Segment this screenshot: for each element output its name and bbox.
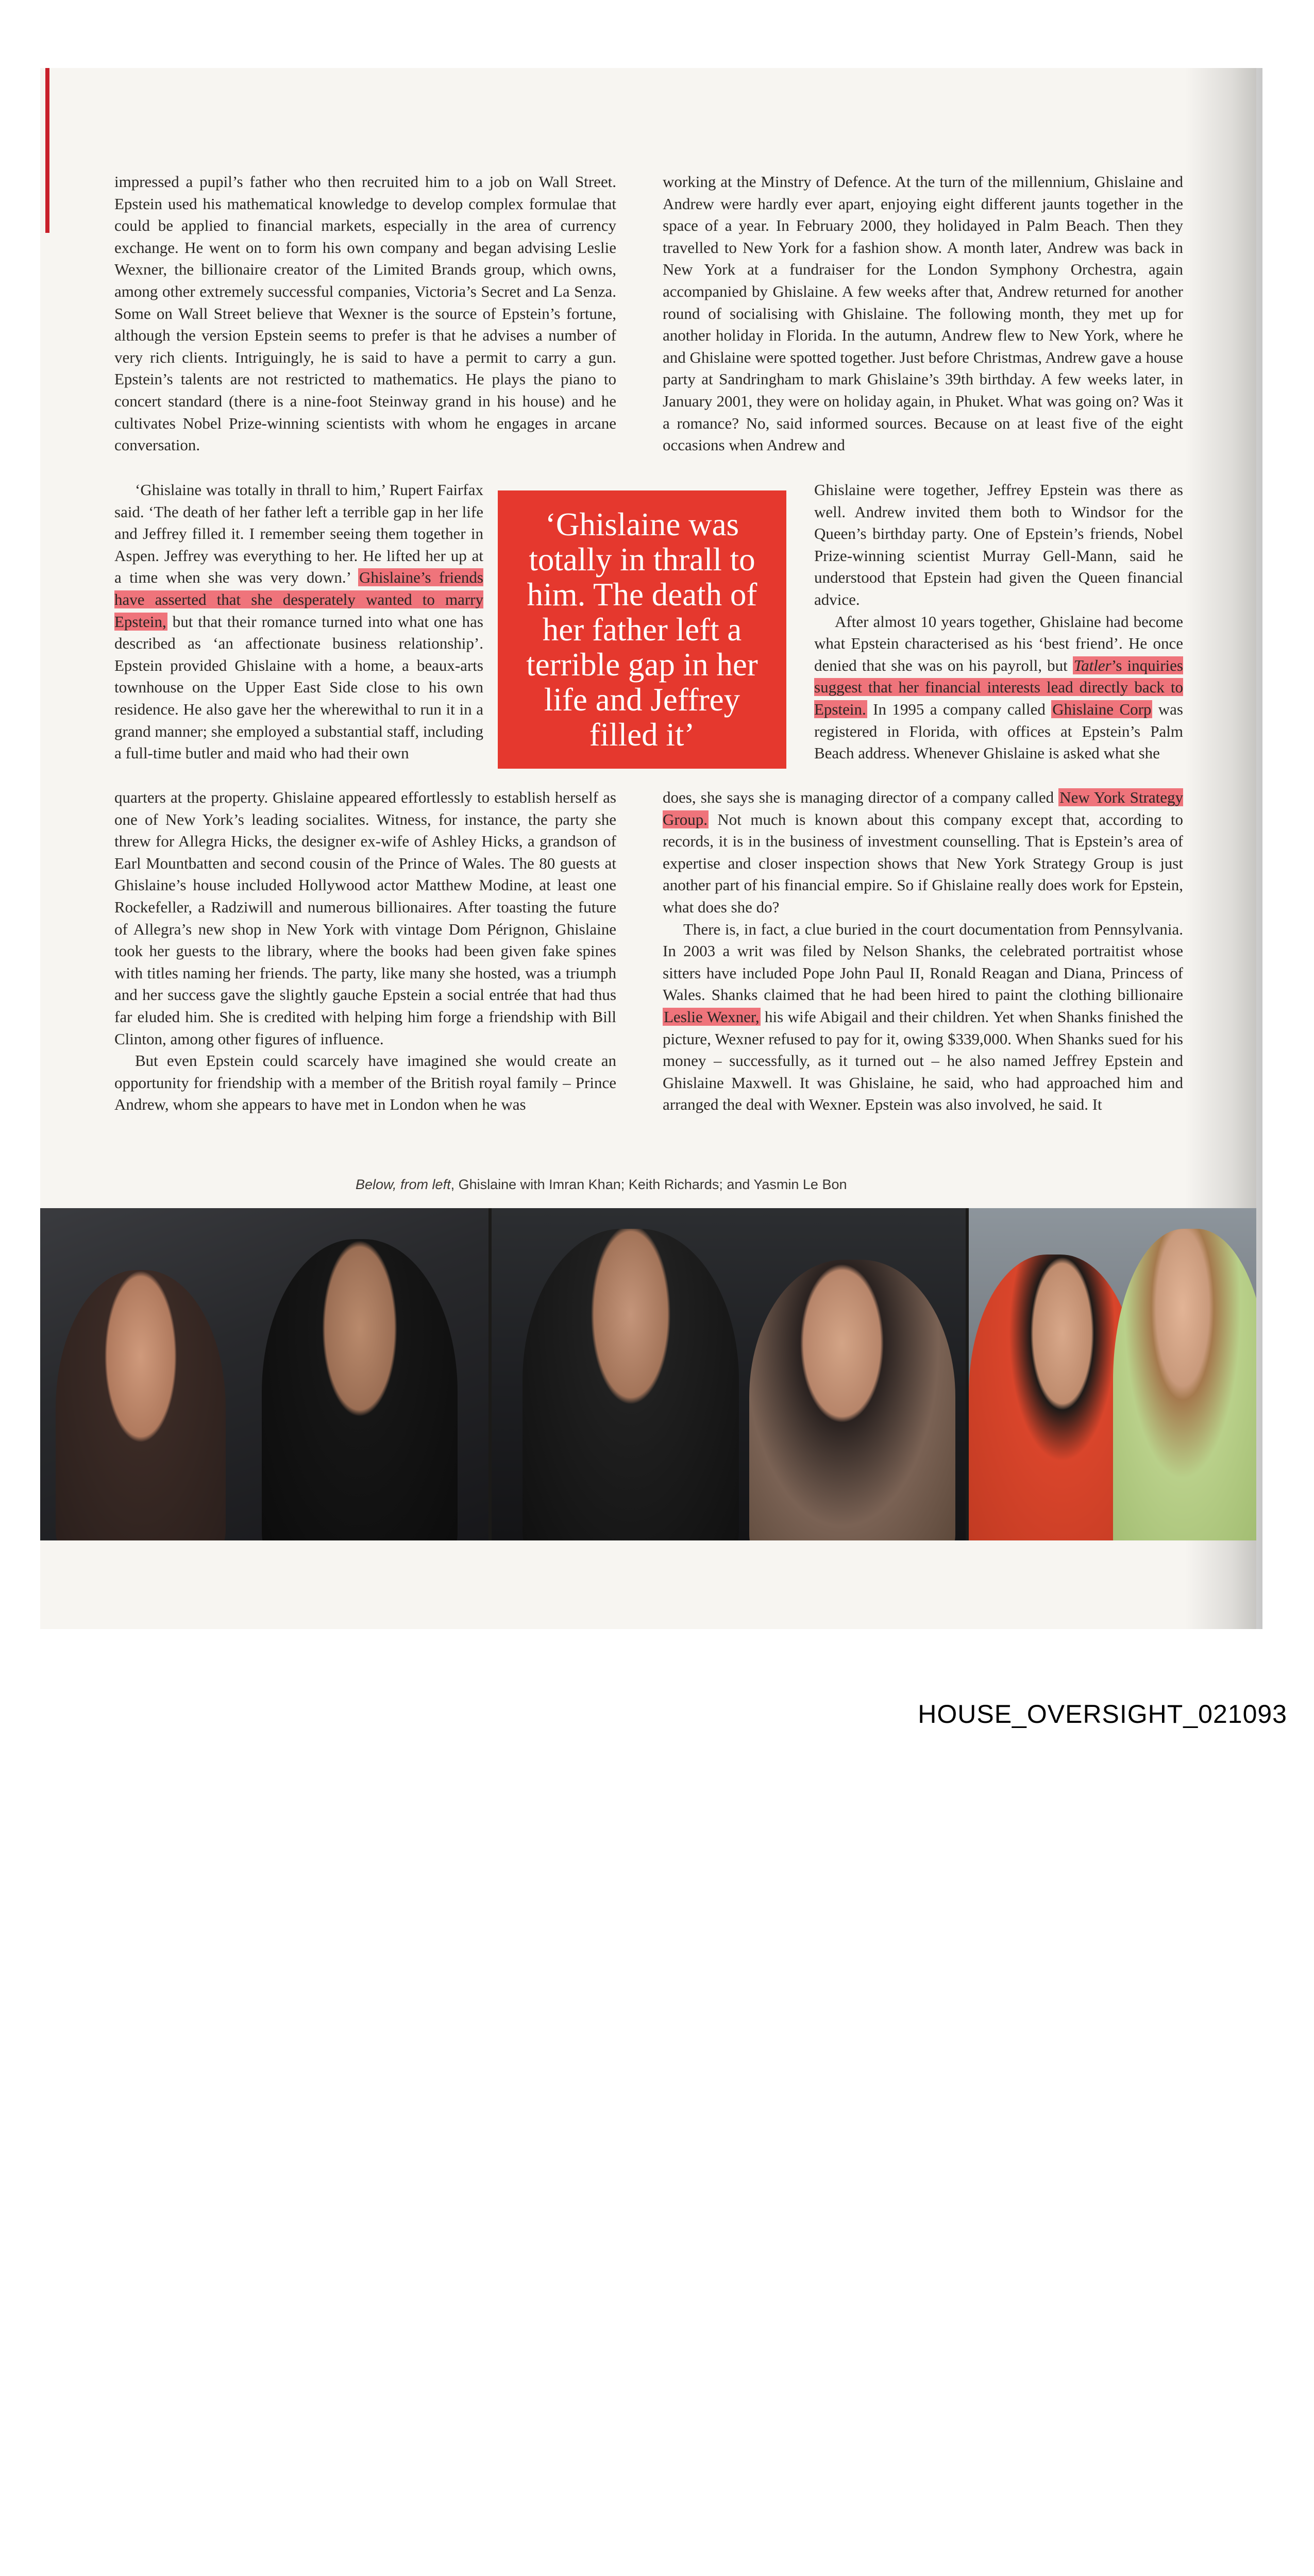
photo-caption: Below, from left, Ghislaine with Imran Khan; Keith Richards; and Yasmin Le Bon (356, 1177, 847, 1192)
column-1-narrow (114, 479, 483, 765)
column-2-narrow (814, 479, 1183, 765)
photo-yasmin-le-bon (969, 1208, 1256, 1540)
red-page-edge (45, 68, 49, 233)
paragraph: ‘Ghislaine was totally in thrall to him,’ Rupert Fairfax said. ‘The death of her father left a terrible gap in her life and Jeffrey filled it. I remember seeing them together in Aspen. Jeffrey was everything to her. He lifted her up at a time when she was very down.’ Ghislaine’s friends have asserted that she desperately wanted to marry Epstein, but that their romance turned into what one has described as ‘an affectionate business relationship’. Epstein provided Ghislaine with a home, a beaux-arts townhouse on the Upper East Side close to his own residence. He also gave her the wherewithal to run it in a grand manner; she employed a substantial staff, including a full-time butler and maid who had their own (114, 481, 483, 762)
highlight: Ghislaine’s friends have asserted that she desperately wanted to marry Epstein, (114, 568, 483, 631)
figure-man (523, 1229, 739, 1540)
document-id: HOUSE_OVERSIGHT_021093 (918, 1700, 1287, 1728)
highlight: Ghislaine Corp (1052, 700, 1152, 718)
highlight: Leslie Wexner, (664, 1007, 760, 1026)
highlight: New York Strategy Group. (663, 788, 1183, 828)
column-2-bottom (663, 787, 1183, 1116)
figure-woman (56, 1270, 226, 1540)
figure-man (262, 1239, 458, 1540)
column-1-top (114, 171, 616, 456)
paragraph: quarters at the property. Ghislaine appeared effortlessly to establish herself as one of New York’s leading socialites. Witness, for instance, the party she threw for Allegra Hicks, the designer ex-wife of Ashley Hicks, a grandson of Earl Mountbatten and second cousin of the Prince of Wales. The 80 guests at Ghislaine’s house included Hollywood actor Matthew Modine, at least one Rockefeller, a Radziwill and numerous billionaires. After toasting the future of Allegra’s new shop in New York with vintage Dom Pérignon, Ghislaine took her guests to the library, where the books had been given fake spines with titles naming her friends. The party, like many she hosted, was a triumph and her success gave the slightly gauche Epstein a social entrée that had thus far eluded him. She is credited with helping him forge a friendship with Bill Clinton, among other figures of influence. (114, 788, 616, 1048)
paragraph: does, she says she is managing director of a company called New York Strategy Group. Not much is known about this company except that, according to records, it is in the business of investment counselling. That is Epstein’s area of expertise and closer inspection shows that New York Strategy Group is just another part of his financial empire. So if Ghislaine really does work for Epstein, what does she do? (663, 788, 1183, 916)
photo-keith-richards (492, 1208, 966, 1540)
column-1-bottom (114, 787, 616, 1116)
paragraph: But even Epstein could scarcely have imagined she would create an opportunity for friendship with a member of the British royal family – Prince Andrew, whom she appears to have met in London when he was (114, 1052, 616, 1114)
figure-woman (749, 1260, 955, 1540)
column-2-top (663, 171, 1183, 456)
photo-strip (40, 1208, 1256, 1540)
paragraph: After almost 10 years together, Ghislaine had become what Epstein characterised as his ‘best friend’. He once denied that she was on his payroll, but Tatler’s inquiries suggest that her financial interests lead directly back to Epstein. In 1995 a company called Ghislaine Corp was registered in Florida, with offices at Epstein’s Palm Beach address. Whenever Ghislaine is asked what she (814, 612, 1183, 762)
pull-quote-text: ‘Ghislaine was totally in thrall to him. The death of her father left a terrible gap in her life and Jeffrey filled it’ (526, 506, 758, 753)
highlight: Tatler’s inquiries suggest that her financial interests lead directly back to Epstein. (814, 656, 1183, 718)
paragraph: impressed a pupil’s father who then recruited him to a job on Wall Street. Epstein used his mathematical knowledge to develop complex formulae that could be applied to financial markets, especially in the area of currency exchange. He went on to form his own company and began advising Leslie Wexner, the billionaire creator of the Limited Brands group, which owns, among other extremely successful companies, Victoria’s Secret and La Senza. Some on Wall Street believe that Wexner is the source of Epstein’s fortune, although the version Epstein seems to prefer is that he advises a number of very rich clients. Intriguingly, he is said to have a permit to carry a gun. Epstein’s talents are not restricted to mathematics. He plays the piano to concert standard (there is a nine-foot Steinway grand in his house) and he cultivates Nobel Prize-winning scientists with whom he engages in arcane conversation. (114, 173, 616, 454)
pull-quote (498, 490, 786, 769)
photo-ghislaine-imran-khan (40, 1208, 488, 1540)
paragraph: Ghislaine were together, Jeffrey Epstein was there as well. Andrew invited them both to Windsor for the Queen’s birthday party. One of Epstein’s friends, Nobel Prize-winning scientist Murray Gell-Mann, said he understood that Epstein had given the Queen financial advice. (814, 481, 1183, 608)
figure-woman-blonde (1113, 1229, 1256, 1540)
paragraph: working at the Minstry of Defence. At the turn of the millennium, Ghislaine and Andrew were hardly ever apart, enjoying eight different jaunts together in the space of a year. In February 2000, they holidayed in Palm Beach. Then they travelled to New York for a fashion show. A month later, Andrew was back in New York at a fundraiser for the London Symphony Orchestra, again accompanied by Ghislaine. A few weeks after that, Andrew returned for another round of socialising with Ghislaine. The following month, they met up for another holiday in Florida. In the autumn, Andrew flew to New York, where he and Ghislaine were spotted together. Just before Christmas, Andrew gave a house party at Sandringham to mark Ghislaine’s 39th birthday. A few weeks later, in January 2001, they were on holiday again, in Phuket. What was going on? Was it a romance? No, said informed sources. Because on at least five of the eight occasions when Andrew and (663, 173, 1183, 454)
paragraph: There is, in fact, a clue buried in the court documentation from Pennsylvania. In 2003 a writ was filed by Nelson Shanks, the celebrated portraitist whose sitters have included Pope John Paul II, Ronald Reagan and Diana, Princess of Wales. Shanks claimed that he had been hired to paint the clothing billionaire Leslie Wexner, his wife Abigail and their children. Yet when Shanks finished the picture, Wexner refused to pay for it, owing $339,000. When Shanks sued for his money – successfully, as it turned out – he also named Jeffrey Epstein and Ghislaine Maxwell. It was Ghislaine, he said, who had approached him and arranged the deal with Wexner. Epstein was also involved, he said. It (663, 920, 1183, 1114)
